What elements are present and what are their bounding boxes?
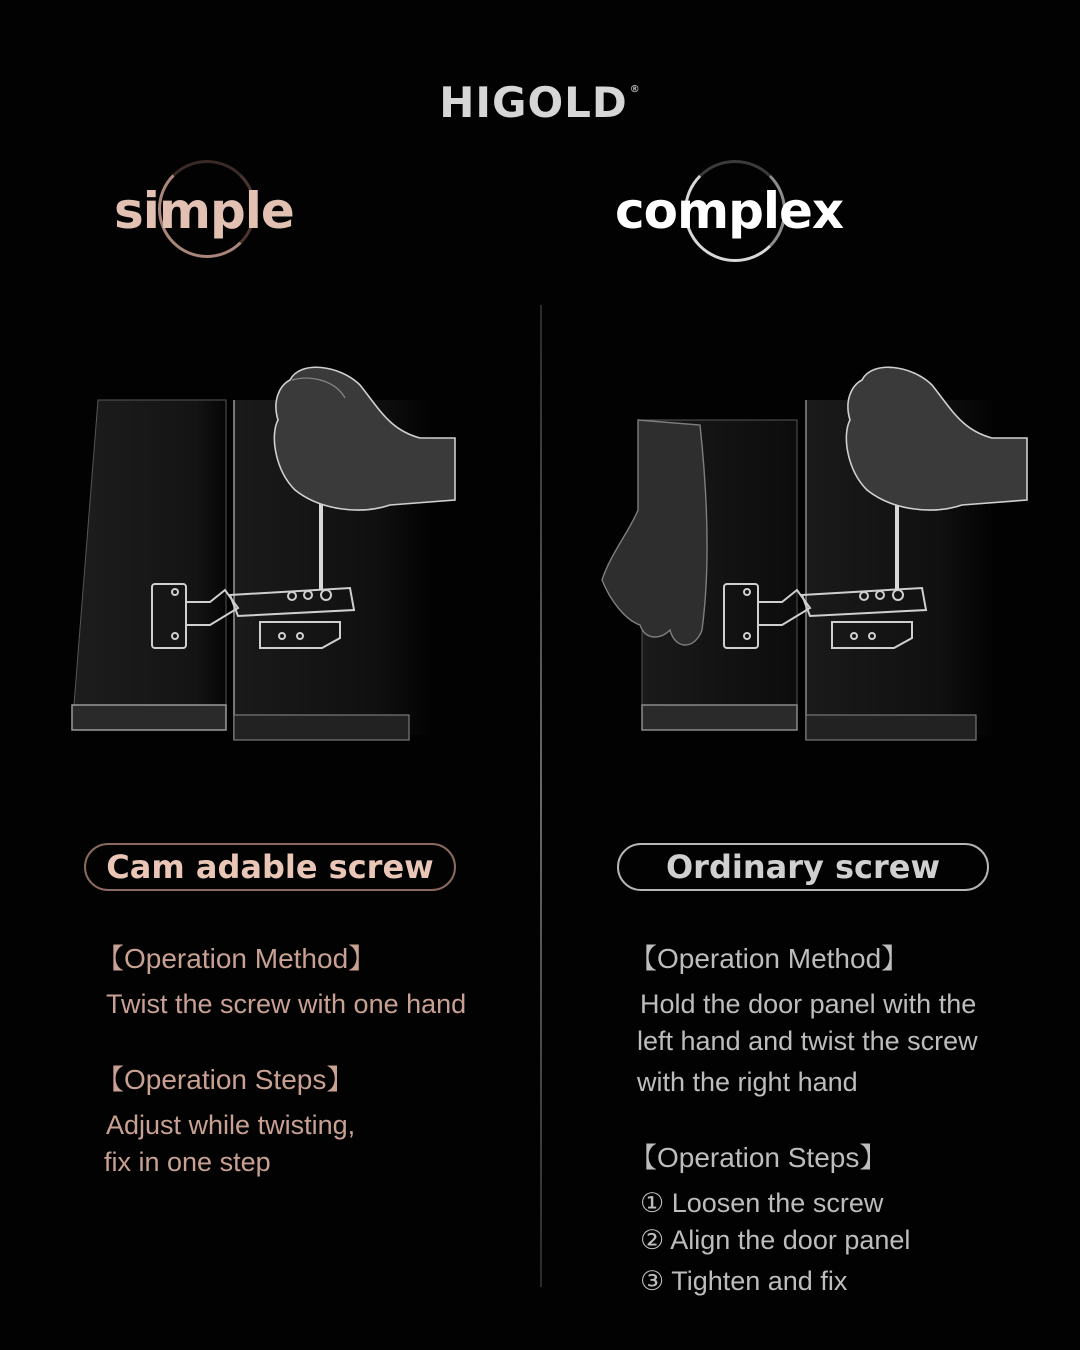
right-method-line-3: with the right hand	[637, 1067, 858, 1097]
left-steps-line-2: fix in one step	[104, 1147, 271, 1177]
left-method-heading: 【Operation Method】	[96, 943, 377, 974]
hinge-one-hand-illustration	[60, 340, 510, 760]
left-steps-line-1: Adjust while twisting,	[106, 1110, 356, 1140]
ordinary-screw-label: Ordinary screw	[617, 843, 989, 891]
left-steps-heading: 【Operation Steps】	[96, 1064, 355, 1095]
heading-complex: complex	[615, 182, 844, 240]
right-step-3: ③ Tighten and fix	[640, 1266, 848, 1296]
left-method-text: Twist the screw with one hand	[106, 989, 467, 1019]
heading-simple: simple	[114, 182, 294, 240]
right-step-1: ① Loosen the screw	[640, 1188, 884, 1218]
right-steps-heading: 【Operation Steps】	[629, 1142, 888, 1173]
right-step-2: ② Align the door panel	[640, 1225, 911, 1255]
right-method-line-2: left hand and twist the screw	[637, 1026, 978, 1056]
right-method-heading: 【Operation Method】	[629, 943, 910, 974]
cam-adable-screw-label: Cam adable screw	[84, 843, 456, 891]
center-divider	[540, 305, 542, 1287]
brand-logo: HIGOLD ®	[439, 78, 641, 127]
hinge-two-hand-illustration	[590, 340, 1040, 760]
right-method-line-1: Hold the door panel with the	[640, 989, 977, 1019]
